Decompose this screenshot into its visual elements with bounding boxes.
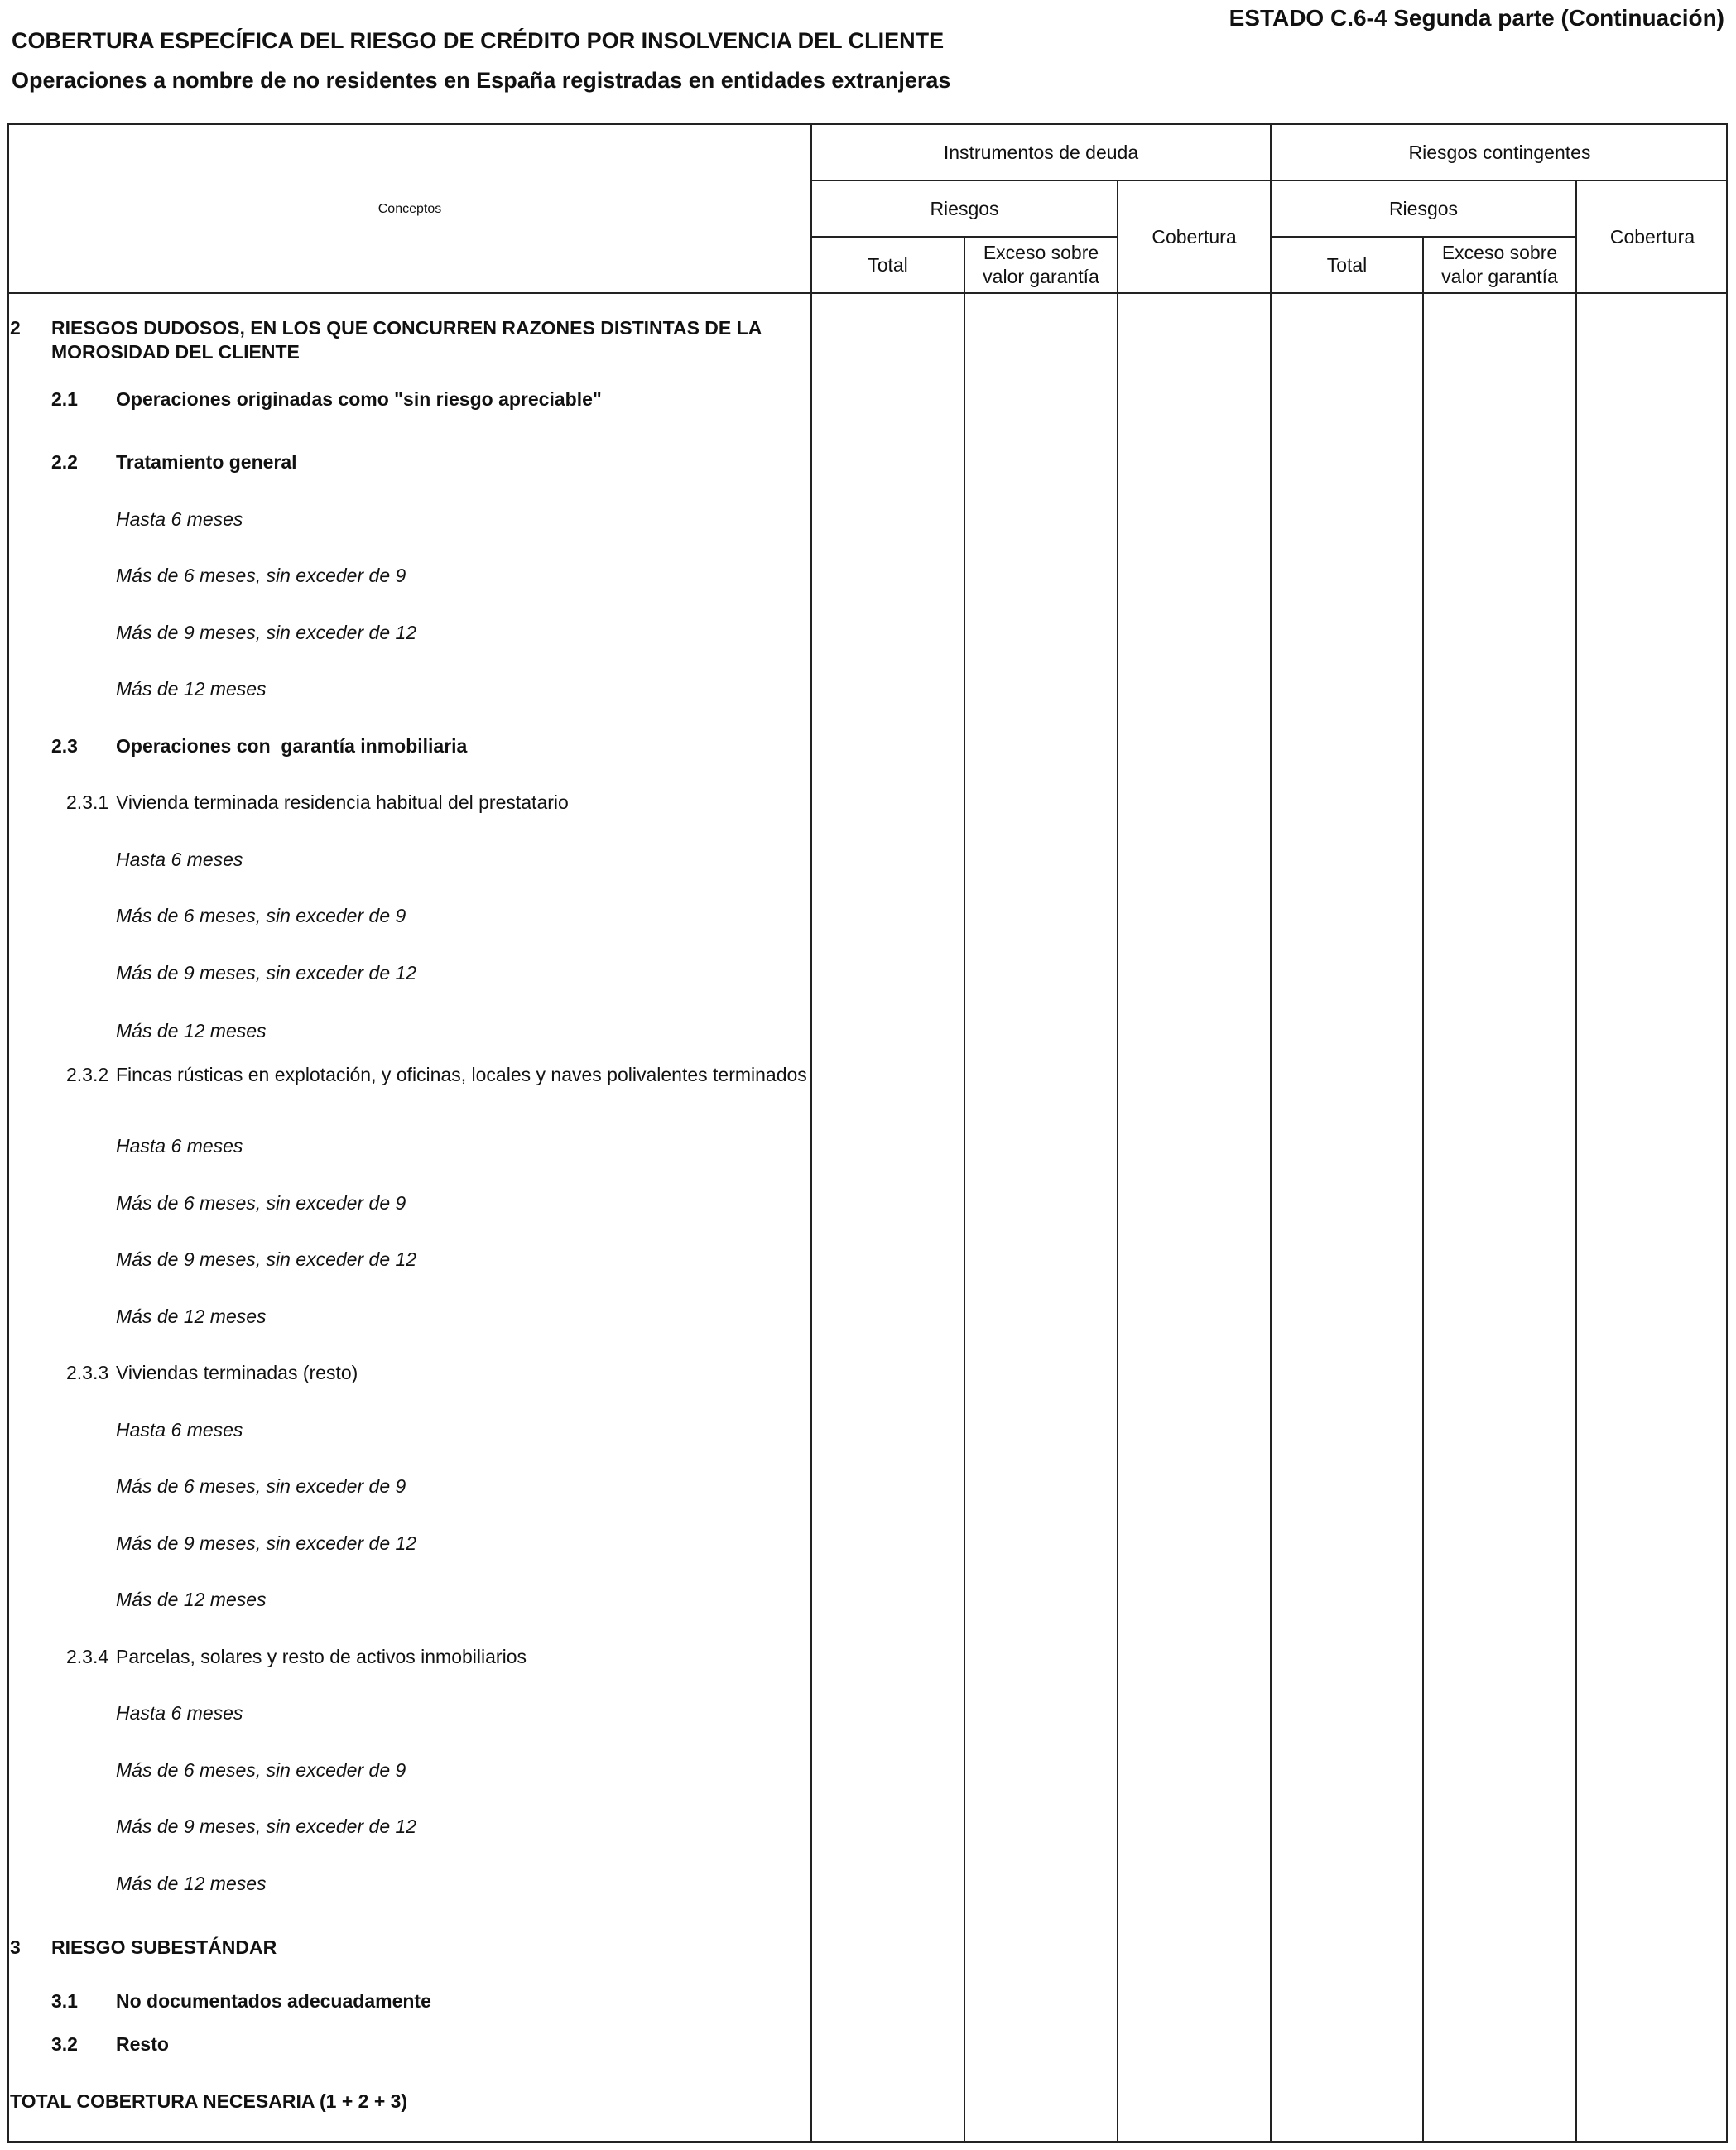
row-number: 3.2 (51, 2033, 78, 2055)
row-number: 2.3.4 (66, 1646, 109, 1667)
row-label: Más de 6 meses, sin exceder de 9 (116, 905, 406, 926)
document-subtitle: Operaciones a nombre de no residentes en España registradas en entidades extranjeras (12, 68, 951, 93)
row-label: Hasta 6 meses (116, 1419, 243, 1441)
row-label: Operaciones originadas como "sin riesgo apreciable" (116, 388, 602, 410)
row-number: 3.1 (51, 1990, 78, 2012)
column-divider (1270, 123, 1272, 2143)
header-exceso: Exceso sobre valor garantía (983, 242, 1099, 287)
row-label: Más de 12 meses (116, 1589, 267, 1610)
row-label: Más de 9 meses, sin exceder de 12 (116, 1248, 417, 1270)
row-label: RIESGO SUBESTÁNDAR (51, 1936, 277, 1958)
header-conceptos: Conceptos (377, 201, 442, 216)
header-cobertura: Cobertura (1152, 225, 1237, 248)
row-label: Viviendas terminadas (resto) (116, 1362, 358, 1383)
row-number: 2 (10, 317, 21, 339)
row-label: RIESGOS DUDOSOS, EN LOS QUE CONCURREN RAZONES DISTINTAS DE LA MOROSIDAD DEL CLIENTE (51, 317, 762, 363)
row-label: Más de 12 meses (116, 678, 267, 700)
row-label: Más de 9 meses, sin exceder de 12 (116, 962, 417, 984)
row-number: 2.3.3 (66, 1362, 109, 1383)
coverage-table (7, 123, 1728, 2143)
column-divider (810, 123, 812, 2143)
row-label: Más de 6 meses, sin exceder de 9 (116, 1475, 406, 1497)
column-divider (1422, 236, 1424, 2143)
row-label: Más de 6 meses, sin exceder de 9 (116, 1192, 406, 1214)
header-riesgos: Riesgos (930, 197, 999, 219)
row-number: 2.3.1 (66, 791, 109, 813)
row-label: Más de 9 meses, sin exceder de 12 (116, 1532, 417, 1554)
header-bottom-divider (7, 292, 1728, 294)
row-label: Operaciones con garantía inmobiliaria (116, 735, 468, 757)
header-riesgos-contingentes: Riesgos contingentes (1408, 141, 1591, 163)
header-total: Total (868, 253, 908, 276)
row-number: 2.3.2 (66, 1064, 109, 1085)
row-number: 2.1 (51, 388, 78, 410)
row-label: Fincas rústicas en explotación, y oficinas, locales y naves polivalentes terminados (116, 1064, 807, 1085)
column-divider (964, 236, 965, 2143)
document-title: COBERTURA ESPECÍFICA DEL RIESGO DE CRÉDITO POR INSOLVENCIA DEL CLIENTE (12, 28, 945, 53)
row-label: Resto (116, 2033, 169, 2055)
row-label: Hasta 6 meses (116, 1702, 243, 1724)
row-label: Más de 12 meses (116, 1873, 267, 1894)
row-label: Más de 12 meses (116, 1020, 267, 1041)
row-label: Parcelas, solares y resto de activos inmobiliarios (116, 1646, 527, 1667)
row-number: 3 (10, 1936, 21, 1958)
row-label: Más de 9 meses, sin exceder de 12 (116, 1816, 417, 1837)
column-divider (1117, 180, 1118, 2143)
row-number: 2.3 (51, 735, 78, 757)
row-label: Tratamiento general (116, 451, 297, 473)
column-divider (1575, 180, 1577, 2143)
row-label: Hasta 6 meses (116, 849, 243, 870)
row-label: Hasta 6 meses (116, 508, 243, 530)
header-total: Total (1326, 253, 1368, 276)
header-riesgos: Riesgos (1388, 197, 1459, 219)
header-cobertura: Cobertura (1609, 225, 1695, 248)
row-label: No documentados adecuadamente (116, 1990, 431, 2012)
estado-label: ESTADO C.6-4 Segunda parte (Continuación) (1229, 5, 1724, 31)
row-label: Más de 6 meses, sin exceder de 9 (116, 1759, 406, 1781)
row-label: Más de 9 meses, sin exceder de 12 (116, 622, 417, 643)
row-label: Hasta 6 meses (116, 1135, 243, 1157)
row-number: 2.2 (51, 451, 78, 473)
row-label: Más de 6 meses, sin exceder de 9 (116, 565, 406, 586)
header-exceso: Exceso sobre valor garantía (1441, 242, 1558, 287)
row-label: Más de 12 meses (116, 1306, 267, 1327)
row-label: Vivienda terminada residencia habitual del prestatario (116, 791, 569, 813)
header-instrumentos-deuda: Instrumentos de deuda (943, 141, 1139, 163)
total-label: TOTAL COBERTURA NECESARIA (1 + 2 + 3) (10, 2090, 408, 2112)
